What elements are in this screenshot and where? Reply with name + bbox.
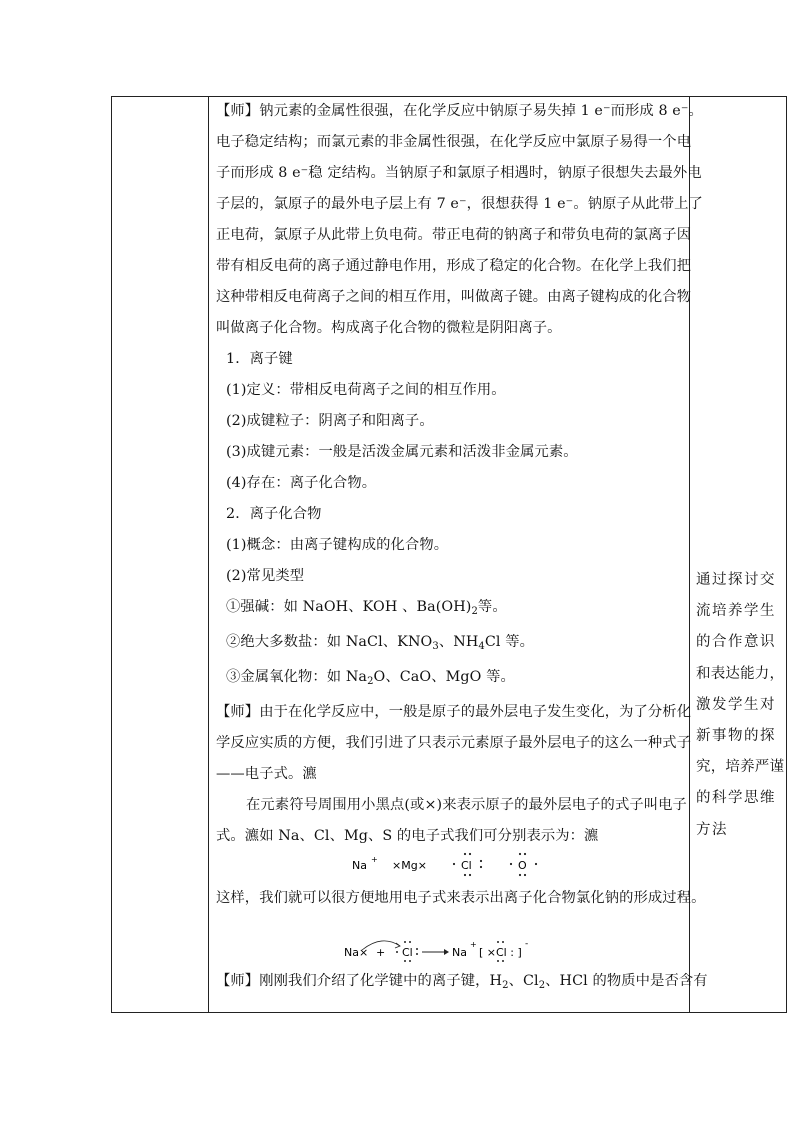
na-right: Na [452, 946, 467, 959]
list-item: (4)存在：离子化合物。 [226, 475, 377, 491]
cl-symbol: Cl [461, 859, 472, 872]
side-line: 究，培养严谨 [696, 759, 785, 776]
para1-line: 子而形成 8 e⁻稳 定结构。当钠原子和氯原子相遇时，钠原子很想失去最外电 [216, 165, 702, 181]
subscript: 4 [478, 641, 485, 652]
list-item: (1)概念：由离子键构成的化合物。 [226, 537, 449, 553]
para5-text: 【师】刚刚我们介绍了化学键中的离子键，H [216, 973, 503, 989]
list-item: (2)成键粒子：阴离子和阳离子。 [226, 413, 434, 429]
type-text: ③金属氧化物：如 Na [226, 669, 368, 685]
para1-line: 电子稳定结构；而氯元素的非金属性很强，在化学反应中氯原子易得一个电 [216, 134, 692, 150]
cl-right-charge: - [525, 939, 529, 949]
list-item: (2)常见类型 [226, 568, 305, 584]
design-intent-column [696, 565, 785, 846]
cl-right: [ ×Cl : ] [479, 946, 522, 959]
side-line: 的科学思维 [696, 790, 776, 807]
type-text: 等。 [477, 599, 507, 615]
subscript: 2 [471, 606, 478, 617]
o-dot-formula [510, 853, 537, 876]
subscript: 2 [538, 980, 546, 991]
para2-line: 学反应实质的方便，我们引进了只表示元素原子最外层电子的这么一种式子 [216, 735, 692, 751]
na-symbol: Na [352, 859, 367, 872]
na-charge: + [371, 855, 378, 864]
para3-line: 式。瀌如 Na、Cl、Mg、S 的电子式我们可分别表示为：瀌 [216, 828, 599, 844]
side-line: 激发学生对 [696, 696, 776, 713]
para1-line: 【师】钠元素的金属性很强，在化学反应中钠原子易失掉 1 e⁻而形成 8 e⁻。 [216, 103, 703, 119]
section-title-ionic-bond: 1．离子键 [226, 351, 293, 367]
type-text: 、NH [438, 634, 479, 650]
para5 [216, 966, 708, 1001]
electron-dot-formulas [340, 848, 560, 878]
para1-line: 正电荷，氯原子从此带上负电荷。带正电荷的钠离子和带负电荷的氯离子因 [216, 227, 692, 243]
para1-line: 叫做离子化合物。构成离子化合物的微粒是阴阳离子。 [216, 320, 562, 336]
subscript: 2 [367, 676, 374, 687]
para5-text: 、HCl 的物质中是否含有 [545, 973, 708, 989]
nacl-formation-svg [338, 932, 558, 968]
type-text: O、CaO、MgO 等。 [373, 669, 515, 685]
para3-line: 在元素符号周围用小黑点(或×)来表示原子的最外层电子的式子叫电子 [246, 797, 687, 813]
na-right-charge: + [470, 940, 477, 949]
cl-left: Cl [402, 946, 413, 959]
type-text: Cl 等。 [484, 634, 535, 650]
subscript: 3 [432, 641, 439, 652]
para1-line: 这种带相反电荷离子之间的相互作用，叫做离子键。由离子键构成的化合物 [216, 289, 692, 305]
type-text: ②绝大多数盐：如 NaCl、KNO [226, 634, 433, 650]
list-item: (3)成键元素：一般是活泼金属元素和活泼非金属元素。 [226, 444, 578, 460]
type-text: ①强碱：如 NaOH、KOH 、Ba(OH) [226, 599, 472, 615]
para4: 这样，我们就可以很方便地用电子式来表示出离子化合物氯化钠的形成过程。 [216, 890, 706, 906]
side-line: 方法 [696, 821, 728, 838]
electron-dot-svg [340, 848, 560, 878]
mg-symbol: ×Mg× [392, 859, 427, 872]
column-divider-left [208, 97, 209, 1012]
plus-sign: + [376, 946, 386, 959]
para1-line: 子层的，氯原子的最外电子层上有 7 e⁻，很想获得 1 e⁻。钠原子从此带上了 [216, 196, 703, 212]
nacl-formation-diagram [338, 932, 558, 968]
para5-text: 、Cl [508, 973, 539, 989]
cl-dot-formula [453, 853, 482, 876]
type-salts [216, 627, 684, 662]
side-line: 通过探讨交 [696, 572, 776, 588]
para2-line: ——电子式。瀌 [216, 766, 317, 782]
na-left: Na× [344, 946, 369, 959]
section-title-ionic-compound: 2．离子化合物 [226, 506, 322, 522]
type-oxides [216, 662, 684, 697]
o-symbol: O [518, 859, 527, 872]
side-line: 新事物的探 [696, 728, 776, 745]
side-line: 流培养学生 [696, 603, 776, 620]
type-strong-base [216, 592, 684, 627]
subscript: 2 [502, 980, 509, 991]
side-line: 的合作意识 [696, 634, 776, 651]
para2-line: 【师】由于在化学反应中，一般是原子的最外层电子发生变化，为了分析化 [216, 704, 692, 720]
list-item: (1)定义：带相反电荷离子之间的相互作用。 [226, 382, 506, 398]
para1-line: 带有相反电荷的离子通过静电作用，形成了稳定的化合物。在化学上我们把 [216, 258, 692, 274]
side-line: 和表达能力， [696, 665, 785, 682]
